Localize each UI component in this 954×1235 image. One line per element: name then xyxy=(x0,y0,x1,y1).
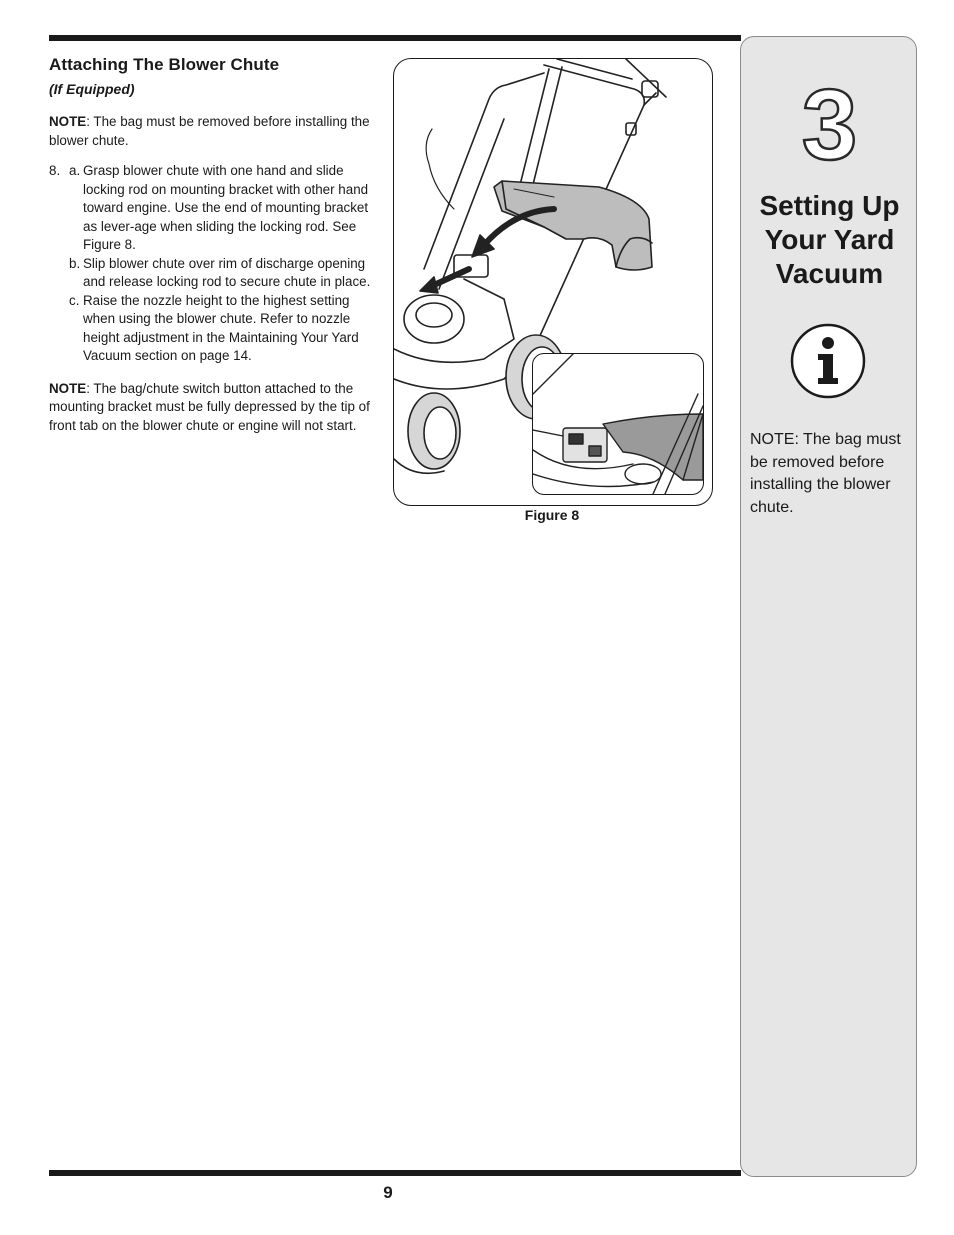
note-switch-button xyxy=(49,380,384,436)
note-text: : The bag/chute switch button attached to the mounting bracket must be fully depressed by the tip of front tab on the blower chute or engine will not start. xyxy=(49,380,370,433)
step-8 xyxy=(49,162,384,366)
info-icon xyxy=(789,322,867,400)
note-bag-removal xyxy=(49,113,384,150)
substep-text: Grasp blower chute with one hand and slide locking rod on mounting bracket with other hand toward engine. Use the end of mounting bracket as lever-age when sliding the locking rod. See Figure 8. xyxy=(83,163,369,252)
chapter-sidebar xyxy=(740,36,917,1177)
chapter-title-line: Your Yard xyxy=(764,224,895,255)
substep-c xyxy=(69,292,384,366)
section-title: Attaching The Blower Chute xyxy=(49,55,280,74)
page-number: 9 xyxy=(383,1183,393,1202)
figure-8-detail-inset xyxy=(532,353,704,495)
substep-b xyxy=(69,255,384,292)
step-substeps xyxy=(69,162,384,366)
chapter-title-line: Setting Up xyxy=(759,190,900,221)
step-number: 8. xyxy=(49,163,61,178)
figure-caption: Figure 8 xyxy=(524,507,580,523)
substep-letter: b. xyxy=(69,255,81,271)
note-label: NOTE xyxy=(49,380,87,396)
substep-letter: c. xyxy=(69,292,80,308)
top-rule xyxy=(49,35,741,41)
section-subtitle: (If Equipped) xyxy=(49,81,135,97)
instructions-column xyxy=(49,55,384,435)
substep-text: Raise the nozzle height to the highest setting when using the blower chute. Refer to nozzle height adjustment in the Maintaining Your Yard Vacuum section on page 14. xyxy=(83,292,359,363)
chapter-title xyxy=(741,189,918,291)
chapter-title-line: Vacuum xyxy=(775,258,884,289)
bottom-rule xyxy=(49,1170,741,1176)
note-text: : The bag must be removed before installing the blower chute. xyxy=(49,114,370,148)
substep-text: Slip blower chute over rim of discharge opening and release locking rod to secure chute in place. xyxy=(83,255,371,289)
note-label: NOTE xyxy=(49,114,87,129)
substep-a xyxy=(69,162,384,255)
detail-drawing xyxy=(533,354,703,494)
substep-letter: a. xyxy=(69,163,81,178)
sidebar-note: NOTE: The bag must be removed before installing the blower chute. xyxy=(750,431,901,516)
chapter-number: 3 xyxy=(801,69,858,181)
